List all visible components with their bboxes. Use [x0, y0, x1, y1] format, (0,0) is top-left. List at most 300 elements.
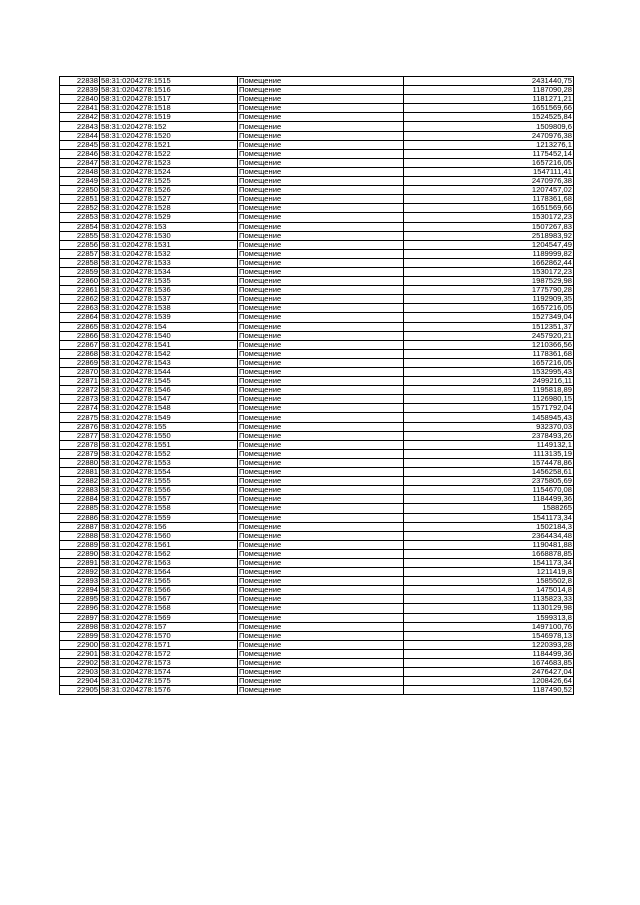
- table-row: [60, 340, 574, 349]
- cadastral-value-cell: 1541173,34: [404, 513, 574, 522]
- row-number-cell: 22843: [60, 122, 100, 131]
- row-number-cell: 22889: [60, 540, 100, 549]
- cadastral-number-cell: 58:31:0204278:1570: [100, 631, 238, 640]
- cadastral-number-cell: 58:31:0204278:1558: [100, 504, 238, 513]
- cadastral-number-cell: 58:31:0204278:1561: [100, 540, 238, 549]
- table-row: [60, 358, 574, 367]
- table-row: [60, 604, 574, 613]
- row-number-cell: 22900: [60, 640, 100, 649]
- row-number-cell: 22896: [60, 604, 100, 613]
- table-row: [60, 413, 574, 422]
- cadastral-value-cell: 1574478,86: [404, 458, 574, 467]
- table-row: [60, 513, 574, 522]
- table-row: [60, 613, 574, 622]
- row-number-cell: 22886: [60, 513, 100, 522]
- object-type-cell: Помещение: [238, 322, 404, 331]
- table-row: [60, 149, 574, 158]
- object-type-cell: Помещение: [238, 513, 404, 522]
- object-type-cell: Помещение: [238, 240, 404, 249]
- row-number-cell: 22893: [60, 577, 100, 586]
- row-number-cell: 22839: [60, 86, 100, 95]
- object-type-cell: Помещение: [238, 649, 404, 658]
- object-type-cell: Помещение: [238, 604, 404, 613]
- cadastral-number-cell: 58:31:0204278:1533: [100, 258, 238, 267]
- table-row: [60, 595, 574, 604]
- row-number-cell: 22838: [60, 77, 100, 86]
- cadastral-number-cell: 58:31:0204278:1550: [100, 431, 238, 440]
- cadastral-value-cell: 1210366,56: [404, 340, 574, 349]
- cadastral-number-cell: 58:31:0204278:1553: [100, 458, 238, 467]
- row-number-cell: 22905: [60, 686, 100, 695]
- row-number-cell: 22850: [60, 186, 100, 195]
- table-body: [60, 77, 574, 695]
- cadastral-value-cell: 1456258,61: [404, 468, 574, 477]
- object-type-cell: Помещение: [238, 277, 404, 286]
- cadastral-number-cell: 58:31:0204278:1572: [100, 649, 238, 658]
- cadastral-value-cell: 1207457,02: [404, 186, 574, 195]
- cadastral-value-cell: 1651569,66: [404, 204, 574, 213]
- object-type-cell: Помещение: [238, 331, 404, 340]
- table-row: [60, 368, 574, 377]
- table-row: [60, 213, 574, 222]
- table-row: [60, 395, 574, 404]
- cadastral-number-cell: 58:31:0204278:1569: [100, 613, 238, 622]
- object-type-cell: Помещение: [238, 349, 404, 358]
- cadastral-number-cell: 58:31:0204278:1548: [100, 404, 238, 413]
- row-number-cell: 22857: [60, 249, 100, 258]
- cadastral-value-cell: 1571792,04: [404, 404, 574, 413]
- cadastral-value-cell: 1126980,15: [404, 395, 574, 404]
- cadastral-value-cell: 1502184,3: [404, 522, 574, 531]
- cadastral-number-cell: 58:31:0204278:157: [100, 622, 238, 631]
- row-number-cell: 22870: [60, 368, 100, 377]
- object-type-cell: Помещение: [238, 304, 404, 313]
- row-number-cell: 22902: [60, 659, 100, 668]
- object-type-cell: Помещение: [238, 286, 404, 295]
- object-type-cell: Помещение: [238, 95, 404, 104]
- table-row: [60, 504, 574, 513]
- cadastral-number-cell: 58:31:0204278:1542: [100, 349, 238, 358]
- row-number-cell: 22859: [60, 267, 100, 276]
- row-number-cell: 22882: [60, 477, 100, 486]
- table-row: [60, 240, 574, 249]
- object-type-cell: Помещение: [238, 440, 404, 449]
- object-type-cell: Помещение: [238, 204, 404, 213]
- row-number-cell: 22865: [60, 322, 100, 331]
- cadastral-value-cell: 1532995,43: [404, 368, 574, 377]
- cadastral-number-cell: 58:31:0204278:1562: [100, 549, 238, 558]
- row-number-cell: 22869: [60, 358, 100, 367]
- object-type-cell: Помещение: [238, 640, 404, 649]
- cadastral-value-cell: 1599313,8: [404, 613, 574, 622]
- cadastral-number-cell: 58:31:0204278:1540: [100, 331, 238, 340]
- cadastral-value-cell: 1190481,88: [404, 540, 574, 549]
- cadastral-value-cell: 2518983,92: [404, 231, 574, 240]
- object-type-cell: Помещение: [238, 386, 404, 395]
- cadastral-value-cell: 1524525,84: [404, 113, 574, 122]
- cadastral-value-cell: 1497100,76: [404, 622, 574, 631]
- cadastral-value-cell: 1154670,08: [404, 486, 574, 495]
- cadastral-value-cell: 1475014,8: [404, 586, 574, 595]
- cadastral-number-cell: 58:31:0204278:1571: [100, 640, 238, 649]
- row-number-cell: 22904: [60, 677, 100, 686]
- object-type-cell: Помещение: [238, 659, 404, 668]
- cadastral-number-cell: 58:31:0204278:1566: [100, 586, 238, 595]
- row-number-cell: 22875: [60, 413, 100, 422]
- table-row: [60, 177, 574, 186]
- row-number-cell: 22876: [60, 422, 100, 431]
- row-number-cell: 22898: [60, 622, 100, 631]
- row-number-cell: 22901: [60, 649, 100, 658]
- table-row: [60, 267, 574, 276]
- object-type-cell: Помещение: [238, 495, 404, 504]
- cadastral-number-cell: 58:31:0204278:1526: [100, 186, 238, 195]
- cadastral-value-cell: 1178361,68: [404, 349, 574, 358]
- cadastral-value-cell: 1213276,1: [404, 140, 574, 149]
- table-row: [60, 77, 574, 86]
- table-row: [60, 222, 574, 231]
- object-type-cell: Помещение: [238, 468, 404, 477]
- table-row: [60, 122, 574, 131]
- row-number-cell: 22851: [60, 195, 100, 204]
- table-row: [60, 167, 574, 176]
- table-row: [60, 686, 574, 695]
- table-row: [60, 659, 574, 668]
- row-number-cell: 22853: [60, 213, 100, 222]
- row-number-cell: 22885: [60, 504, 100, 513]
- table-row: [60, 668, 574, 677]
- row-number-cell: 22847: [60, 158, 100, 167]
- cadastral-value-cell: 1195818,89: [404, 386, 574, 395]
- cadastral-value-cell: 2499216,11: [404, 377, 574, 386]
- cadastral-value-cell: 1509809,6: [404, 122, 574, 131]
- cadastral-number-cell: 58:31:0204278:1518: [100, 104, 238, 113]
- cadastral-value-cell: 2457920,21: [404, 331, 574, 340]
- object-type-cell: Помещение: [238, 395, 404, 404]
- cadastral-number-cell: 58:31:0204278:1538: [100, 304, 238, 313]
- object-type-cell: Помещение: [238, 313, 404, 322]
- cadastral-number-cell: 58:31:0204278:1545: [100, 377, 238, 386]
- table-row: [60, 622, 574, 631]
- object-type-cell: Помещение: [238, 531, 404, 540]
- table-row: [60, 422, 574, 431]
- object-type-cell: Помещение: [238, 340, 404, 349]
- table-row: [60, 404, 574, 413]
- cadastral-value-cell: 1987529,98: [404, 277, 574, 286]
- object-type-cell: Помещение: [238, 422, 404, 431]
- object-type-cell: Помещение: [238, 449, 404, 458]
- row-number-cell: 22892: [60, 568, 100, 577]
- cadastral-number-cell: 58:31:0204278:1565: [100, 577, 238, 586]
- cadastral-number-cell: 58:31:0204278:1528: [100, 204, 238, 213]
- table-row: [60, 313, 574, 322]
- table-row: [60, 286, 574, 295]
- cadastral-number-cell: 58:31:0204278:153: [100, 222, 238, 231]
- cadastral-number-cell: 58:31:0204278:1549: [100, 413, 238, 422]
- row-number-cell: 22856: [60, 240, 100, 249]
- cadastral-number-cell: 58:31:0204278:1541: [100, 340, 238, 349]
- table-row: [60, 104, 574, 113]
- cadastral-value-cell: 1187490,52: [404, 686, 574, 695]
- cadastral-value-cell: 1187090,28: [404, 86, 574, 95]
- table-row: [60, 568, 574, 577]
- row-number-cell: 22861: [60, 286, 100, 295]
- table-row: [60, 295, 574, 304]
- table-row: [60, 386, 574, 395]
- cadastral-number-cell: 58:31:0204278:1557: [100, 495, 238, 504]
- row-number-cell: 22884: [60, 495, 100, 504]
- table-row: [60, 631, 574, 640]
- object-type-cell: Помещение: [238, 431, 404, 440]
- cadastral-number-cell: 58:31:0204278:1527: [100, 195, 238, 204]
- row-number-cell: 22840: [60, 95, 100, 104]
- cadastral-number-cell: 58:31:0204278:1519: [100, 113, 238, 122]
- table-row: [60, 349, 574, 358]
- cadastral-number-cell: 58:31:0204278:1567: [100, 595, 238, 604]
- row-number-cell: 22842: [60, 113, 100, 122]
- table-row: [60, 649, 574, 658]
- cadastral-number-cell: 58:31:0204278:1529: [100, 213, 238, 222]
- cadastral-number-cell: 58:31:0204278:1523: [100, 158, 238, 167]
- cadastral-value-cell: 1662862,44: [404, 258, 574, 267]
- row-number-cell: 22841: [60, 104, 100, 113]
- object-type-cell: Помещение: [238, 86, 404, 95]
- object-type-cell: Помещение: [238, 222, 404, 231]
- cadastral-value-cell: 2364434,48: [404, 531, 574, 540]
- object-type-cell: Помещение: [238, 358, 404, 367]
- object-type-cell: Помещение: [238, 686, 404, 695]
- table-row: [60, 95, 574, 104]
- cadastral-value-cell: 1507267,83: [404, 222, 574, 231]
- cadastral-value-cell: 1149132,1: [404, 440, 574, 449]
- cadastral-number-cell: 58:31:0204278:1537: [100, 295, 238, 304]
- cadastral-number-cell: 58:31:0204278:1554: [100, 468, 238, 477]
- object-type-cell: Помещение: [238, 522, 404, 531]
- row-number-cell: 22863: [60, 304, 100, 313]
- object-type-cell: Помещение: [238, 77, 404, 86]
- table-row: [60, 477, 574, 486]
- table-row: [60, 277, 574, 286]
- object-type-cell: Помещение: [238, 149, 404, 158]
- table-row: [60, 577, 574, 586]
- cadastral-value-cell: 1657216,05: [404, 358, 574, 367]
- cadastral-number-cell: 58:31:0204278:1521: [100, 140, 238, 149]
- object-type-cell: Помещение: [238, 458, 404, 467]
- object-type-cell: Помещение: [238, 295, 404, 304]
- cadastral-value-cell: 2375805,69: [404, 477, 574, 486]
- cadastral-value-cell: 2470976,38: [404, 131, 574, 140]
- table-row: [60, 158, 574, 167]
- cadastral-number-cell: 58:31:0204278:1546: [100, 386, 238, 395]
- object-type-cell: Помещение: [238, 677, 404, 686]
- cadastral-number-cell: 58:31:0204278:1544: [100, 368, 238, 377]
- row-number-cell: 22868: [60, 349, 100, 358]
- row-number-cell: 22881: [60, 468, 100, 477]
- cadastral-value-cell: 1657216,05: [404, 158, 574, 167]
- row-number-cell: 22895: [60, 595, 100, 604]
- table-row: [60, 468, 574, 477]
- table-row: [60, 331, 574, 340]
- row-number-cell: 22883: [60, 486, 100, 495]
- cadastral-number-cell: 58:31:0204278:1531: [100, 240, 238, 249]
- row-number-cell: 22858: [60, 258, 100, 267]
- row-number-cell: 22849: [60, 177, 100, 186]
- object-type-cell: Помещение: [238, 577, 404, 586]
- cadastral-value-cell: 1657216,05: [404, 304, 574, 313]
- row-number-cell: 22903: [60, 668, 100, 677]
- object-type-cell: Помещение: [238, 113, 404, 122]
- object-type-cell: Помещение: [238, 631, 404, 640]
- table-row: [60, 322, 574, 331]
- cadastral-value-cell: 1178361,68: [404, 195, 574, 204]
- cadastral-number-cell: 58:31:0204278:1573: [100, 659, 238, 668]
- table-row: [60, 677, 574, 686]
- table-row: [60, 531, 574, 540]
- object-type-cell: Помещение: [238, 213, 404, 222]
- cadastral-value-cell: 1189999,82: [404, 249, 574, 258]
- row-number-cell: 22877: [60, 431, 100, 440]
- row-number-cell: 22891: [60, 558, 100, 567]
- row-number-cell: 22844: [60, 131, 100, 140]
- row-number-cell: 22866: [60, 331, 100, 340]
- cadastral-number-cell: 58:31:0204278:1515: [100, 77, 238, 86]
- cadastral-value-cell: 1458945,43: [404, 413, 574, 422]
- object-type-cell: Помещение: [238, 158, 404, 167]
- row-number-cell: 22846: [60, 149, 100, 158]
- table-row: [60, 431, 574, 440]
- table-row: [60, 377, 574, 386]
- cadastral-value-cell: 1113135,19: [404, 449, 574, 458]
- row-number-cell: 22888: [60, 531, 100, 540]
- cadastral-value-cell: 1135823,33: [404, 595, 574, 604]
- row-number-cell: 22899: [60, 631, 100, 640]
- cadastral-number-cell: 58:31:0204278:1559: [100, 513, 238, 522]
- cadastral-number-cell: 58:31:0204278:1576: [100, 686, 238, 695]
- object-type-cell: Помещение: [238, 104, 404, 113]
- cadastral-value-cell: 1130129,98: [404, 604, 574, 613]
- cadastral-number-cell: 58:31:0204278:1556: [100, 486, 238, 495]
- object-type-cell: Помещение: [238, 549, 404, 558]
- cadastral-number-cell: 58:31:0204278:1522: [100, 149, 238, 158]
- cadastral-value-cell: 1674683,85: [404, 659, 574, 668]
- cadastral-number-cell: 58:31:0204278:1543: [100, 358, 238, 367]
- cadastral-value-cell: 2431440,75: [404, 77, 574, 86]
- row-number-cell: 22887: [60, 522, 100, 531]
- cadastral-number-cell: 58:31:0204278:1560: [100, 531, 238, 540]
- row-number-cell: 22862: [60, 295, 100, 304]
- object-type-cell: Помещение: [238, 477, 404, 486]
- cadastral-value-cell: 1192909,35: [404, 295, 574, 304]
- object-type-cell: Помещение: [238, 622, 404, 631]
- row-number-cell: 22873: [60, 395, 100, 404]
- cadastral-number-cell: 58:31:0204278:155: [100, 422, 238, 431]
- table-row: [60, 558, 574, 567]
- cadastral-value-cell: 1527349,04: [404, 313, 574, 322]
- object-type-cell: Помещение: [238, 177, 404, 186]
- object-type-cell: Помещение: [238, 486, 404, 495]
- cadastral-number-cell: 58:31:0204278:154: [100, 322, 238, 331]
- row-number-cell: 22880: [60, 458, 100, 467]
- cadastral-number-cell: 58:31:0204278:1547: [100, 395, 238, 404]
- cadastral-value-cell: 1204547,49: [404, 240, 574, 249]
- row-number-cell: 22852: [60, 204, 100, 213]
- table-row: [60, 486, 574, 495]
- table-row: [60, 458, 574, 467]
- cadastral-value-cell: 1220393,28: [404, 640, 574, 649]
- object-type-cell: Помещение: [238, 595, 404, 604]
- cadastral-value-cell: 1530172,23: [404, 267, 574, 276]
- object-type-cell: Помещение: [238, 413, 404, 422]
- object-type-cell: Помещение: [238, 558, 404, 567]
- object-type-cell: Помещение: [238, 186, 404, 195]
- cadastral-number-cell: 58:31:0204278:1525: [100, 177, 238, 186]
- cadastral-number-cell: 58:31:0204278:1568: [100, 604, 238, 613]
- cadastral-value-cell: 1530172,23: [404, 213, 574, 222]
- cadastral-number-cell: 58:31:0204278:1539: [100, 313, 238, 322]
- table-row: [60, 258, 574, 267]
- cadastral-value-cell: 1181271,21: [404, 95, 574, 104]
- cadastral-value-cell: 2470976,38: [404, 177, 574, 186]
- object-type-cell: Помещение: [238, 377, 404, 386]
- table-row: [60, 304, 574, 313]
- table-row: [60, 86, 574, 95]
- cadastral-number-cell: 58:31:0204278:1530: [100, 231, 238, 240]
- cadastral-value-cell: 2476427,04: [404, 668, 574, 677]
- table-row: [60, 449, 574, 458]
- object-type-cell: Помещение: [238, 568, 404, 577]
- cadastral-number-cell: 58:31:0204278:1534: [100, 267, 238, 276]
- cadastral-number-cell: 58:31:0204278:1535: [100, 277, 238, 286]
- cadastral-number-cell: 58:31:0204278:1563: [100, 558, 238, 567]
- cadastral-number-cell: 58:31:0204278:1516: [100, 86, 238, 95]
- cadastral-value-cell: 1541173,34: [404, 558, 574, 567]
- cadastral-value-cell: 1547111,41: [404, 167, 574, 176]
- table-row: [60, 140, 574, 149]
- cadastral-number-cell: 58:31:0204278:1552: [100, 449, 238, 458]
- cadastral-value-cell: 1184499,36: [404, 495, 574, 504]
- object-type-cell: Помещение: [238, 267, 404, 276]
- cadastral-value-cell: 1512351,37: [404, 322, 574, 331]
- cadastral-value-table: [59, 76, 574, 695]
- row-number-cell: 22864: [60, 313, 100, 322]
- table-row: [60, 204, 574, 213]
- cadastral-value-cell: 1775790,28: [404, 286, 574, 295]
- object-type-cell: Помещение: [238, 404, 404, 413]
- cadastral-number-cell: 58:31:0204278:152: [100, 122, 238, 131]
- table-row: [60, 586, 574, 595]
- row-number-cell: 22854: [60, 222, 100, 231]
- cadastral-number-cell: 58:31:0204278:1517: [100, 95, 238, 104]
- object-type-cell: Помещение: [238, 258, 404, 267]
- table-row: [60, 640, 574, 649]
- row-number-cell: 22874: [60, 404, 100, 413]
- cadastral-number-cell: 58:31:0204278:156: [100, 522, 238, 531]
- object-type-cell: Помещение: [238, 140, 404, 149]
- cadastral-value-cell: 1211419,8: [404, 568, 574, 577]
- object-type-cell: Помещение: [238, 195, 404, 204]
- cadastral-value-cell: 1184499,36: [404, 649, 574, 658]
- object-type-cell: Помещение: [238, 668, 404, 677]
- row-number-cell: 22890: [60, 549, 100, 558]
- table-row: [60, 540, 574, 549]
- table-row: [60, 186, 574, 195]
- table-row: [60, 549, 574, 558]
- object-type-cell: Помещение: [238, 504, 404, 513]
- cadastral-value-cell: 1585502,8: [404, 577, 574, 586]
- object-type-cell: Помещение: [238, 613, 404, 622]
- cadastral-number-cell: 58:31:0204278:1520: [100, 131, 238, 140]
- row-number-cell: 22845: [60, 140, 100, 149]
